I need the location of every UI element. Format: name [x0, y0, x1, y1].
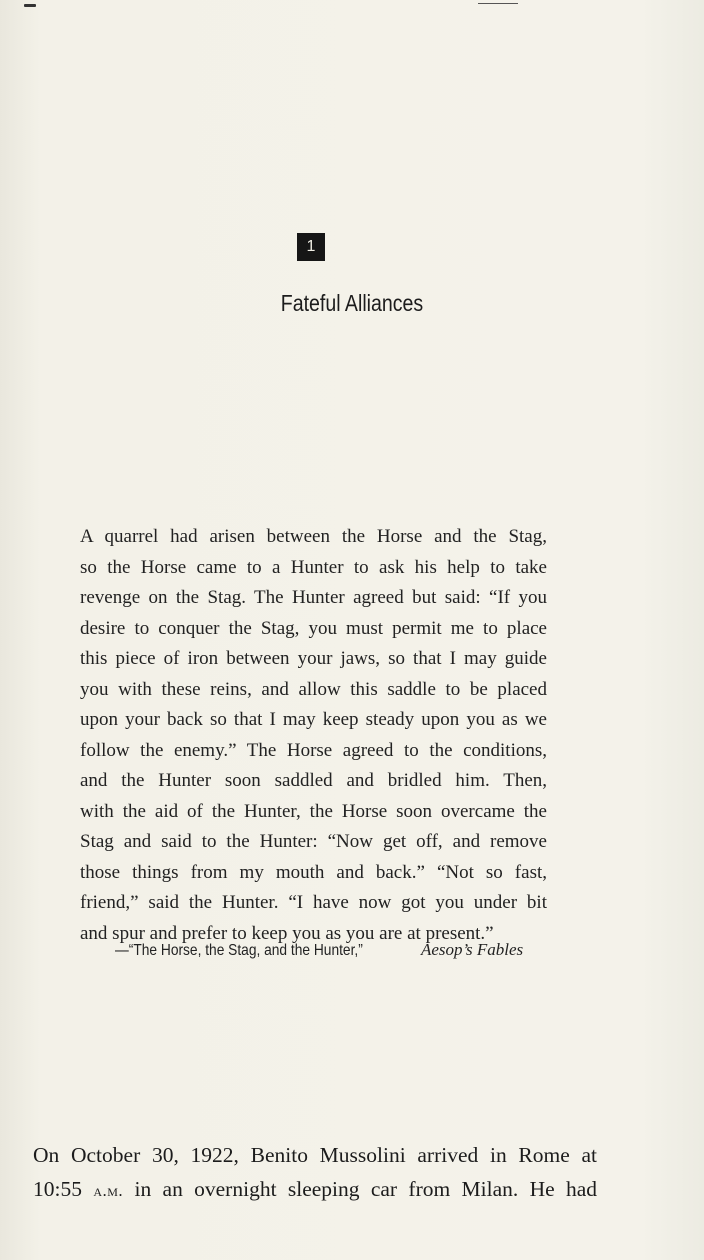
body-line [33, 1172, 597, 1208]
time-value: 10:55 [33, 1177, 82, 1201]
body-line-rest: in an overnight sleeping car from Milan. He had [134, 1177, 598, 1201]
epigraph-line: those things from my mouth and back.” “Not so fast, [80, 861, 547, 883]
epigraph-line: so the Horse came to a Hunter to ask his help to take [80, 556, 547, 578]
epigraph-line: upon your back so that I may keep steady upon you as we [80, 709, 547, 730]
chapter-title: Fateful Alliances [280, 290, 424, 316]
epigraph-line: with the aid of the Hunter, the Horse soon overcame the [80, 800, 547, 822]
time-ampm: a.m. [93, 1181, 124, 1200]
epigraph-line: revenge on the Stag. The Hunter agreed but said: “If you [80, 587, 547, 608]
epigraph-line: and spur and prefer to keep you as you are at present.” [80, 922, 494, 944]
epigraph-line: and the Hunter soon saddled and bridled him. Then, [80, 770, 547, 791]
attribution-title: —“The Horse, the Stag, and the Hunter,” [115, 942, 363, 959]
epigraph-line: this piece of iron between your jaws, so that I may guide [80, 648, 547, 669]
epigraph-line: you with these reins, and allow this saddle to be placed [80, 678, 547, 700]
epigraph-line: Stag and said to the Hunter: “Now get off, and remove [80, 831, 547, 852]
body-text [33, 1138, 597, 1208]
chapter-number: 1 [297, 233, 325, 261]
epigraph-line: follow the enemy.” The Horse agreed to the conditions, [80, 739, 547, 761]
epigraph [80, 522, 547, 949]
body-line: On October 30, 1922, Benito Mussolini arrived in Rome at [33, 1143, 597, 1167]
epigraph-line: desire to conquer the Stag, you must permit me to place [80, 617, 547, 639]
page-edge-mark [24, 4, 36, 7]
page-edge-line [478, 3, 518, 4]
epigraph-attribution [115, 940, 545, 960]
epigraph-line: friend,” said the Hunter. “I have now got you under bit [80, 892, 547, 913]
epigraph-line: A quarrel had arisen between the Horse and the Stag, [80, 526, 547, 547]
attribution-source: Aesop’s Fables [421, 940, 524, 959]
